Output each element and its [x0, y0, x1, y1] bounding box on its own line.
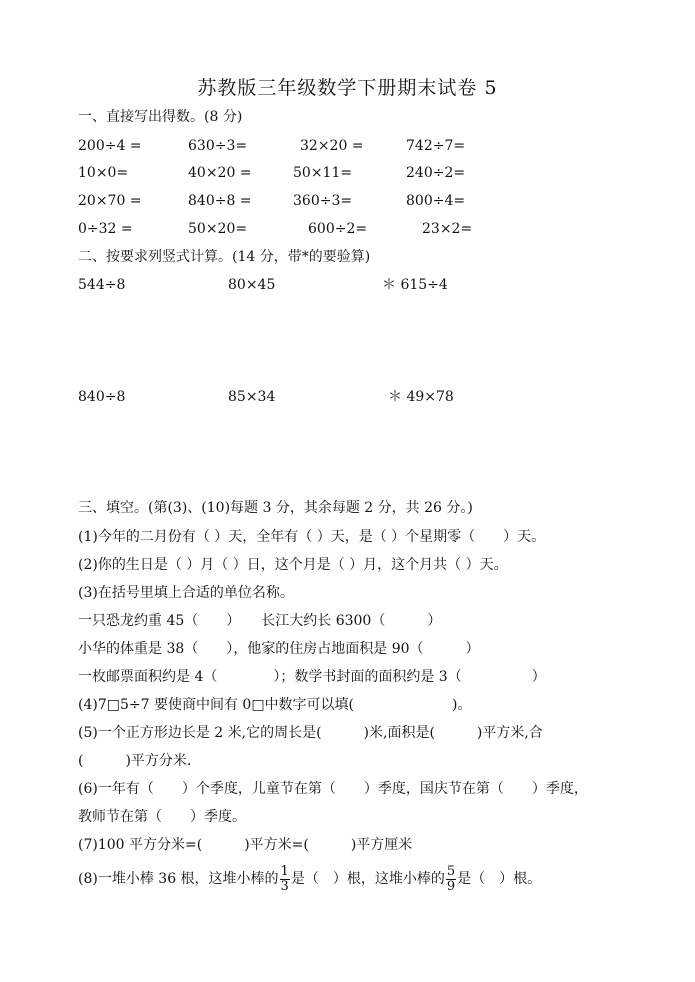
section2-heading: 二、按要求列竖式计算。(14 分，带*的要验算) — [78, 249, 371, 265]
section1-item: 32×20 = — [300, 138, 364, 154]
section1-item: 742÷7= — [406, 138, 466, 154]
section2-item: 544÷8 — [78, 277, 126, 293]
section1-item: 360÷3= — [293, 193, 353, 209]
section1-item: 200÷4 = — [78, 138, 142, 154]
section1-item: 630÷3= — [188, 138, 248, 154]
question-6-line2: 教师节在第（ ）季度。 — [78, 809, 246, 825]
page-title: 苏教版三年级数学下册期末试卷 5 — [197, 77, 498, 99]
section2-item: ＊ 49×78 — [388, 389, 454, 405]
fraction-five-ninths: $\frac{5}{9}$ — [446, 863, 456, 894]
section1-item: 23×2= — [422, 221, 473, 237]
section2-item: ＊ 615÷4 — [382, 277, 448, 293]
fraction-one-third: $\frac{1}{3}$ — [280, 863, 289, 894]
question-4: (4)7□5÷7 要使商中间有 0□中数字可以填( )。 — [78, 697, 472, 713]
section1-item: 50×11= — [293, 165, 353, 181]
section1-item: 40×20 = — [188, 165, 252, 181]
section2-item: 85×34 — [228, 389, 276, 405]
section1-item: 10×0= — [78, 165, 129, 181]
question-3a: 一只恐龙约重 45（ ） 长江大约长 6300（ ） — [78, 613, 442, 629]
question-7: (7)100 平方分米=( )平方米=( )平方厘米 — [78, 837, 413, 853]
question-1: (1)今年的二月份有（ ）天，全年有（ ）天，是（ ）个星期零（ ）天。 — [78, 529, 546, 545]
section1-item: 0÷32 = — [78, 221, 133, 237]
section1-item: 800÷4= — [406, 193, 466, 209]
question-3b: 小华的体重是 38（ ），他家的住房占地面积是 90（ ） — [78, 641, 480, 657]
section3-heading: 三、填空。(第(3)、(10)每题 3 分，其余每题 2 分，共 26 分。) — [78, 500, 473, 516]
section1-item: 50×20= — [188, 221, 248, 237]
question-5-line1: (5)一个正方形边长是 2 米,它的周长是( )米,面积是( )平方米,合 — [78, 725, 543, 741]
section1-item: 840÷8 = — [188, 193, 252, 209]
section2-item: 840÷8 — [78, 389, 126, 405]
question-6-line1: (6)一年有（ ）个季度，儿童节在第（ ）季度，国庆节在第（ ）季度， — [78, 781, 588, 797]
section2-item: 80×45 — [228, 277, 276, 293]
section1-heading: 一、直接写出得数。(8 分) — [78, 109, 243, 125]
question-8-part3: 是（ ）根。 — [457, 871, 542, 887]
section1-item: 600÷2= — [308, 221, 368, 237]
question-3c: 一枚邮票面积约是 4（ ）；数学书封面的面积约是 3（ ） — [78, 669, 546, 685]
question-5-line2: ( )平方分米. — [78, 753, 192, 769]
question-8-part2: 是（ ）根，这堆小棒的 — [290, 871, 445, 887]
question-3: (3)在括号里填上合适的单位名称。 — [78, 585, 294, 601]
section1-item: 240÷2= — [406, 165, 466, 181]
question-8-part1: (8)一堆小棒 36 根，这堆小棒的 — [78, 871, 279, 887]
question-2: (2)你的生日是（ ）月（ ）日，这个月是（ ）月，这个月共（ ）天。 — [78, 557, 508, 573]
section1-item: 20×70 = — [78, 193, 142, 209]
question-8 — [78, 864, 541, 894]
